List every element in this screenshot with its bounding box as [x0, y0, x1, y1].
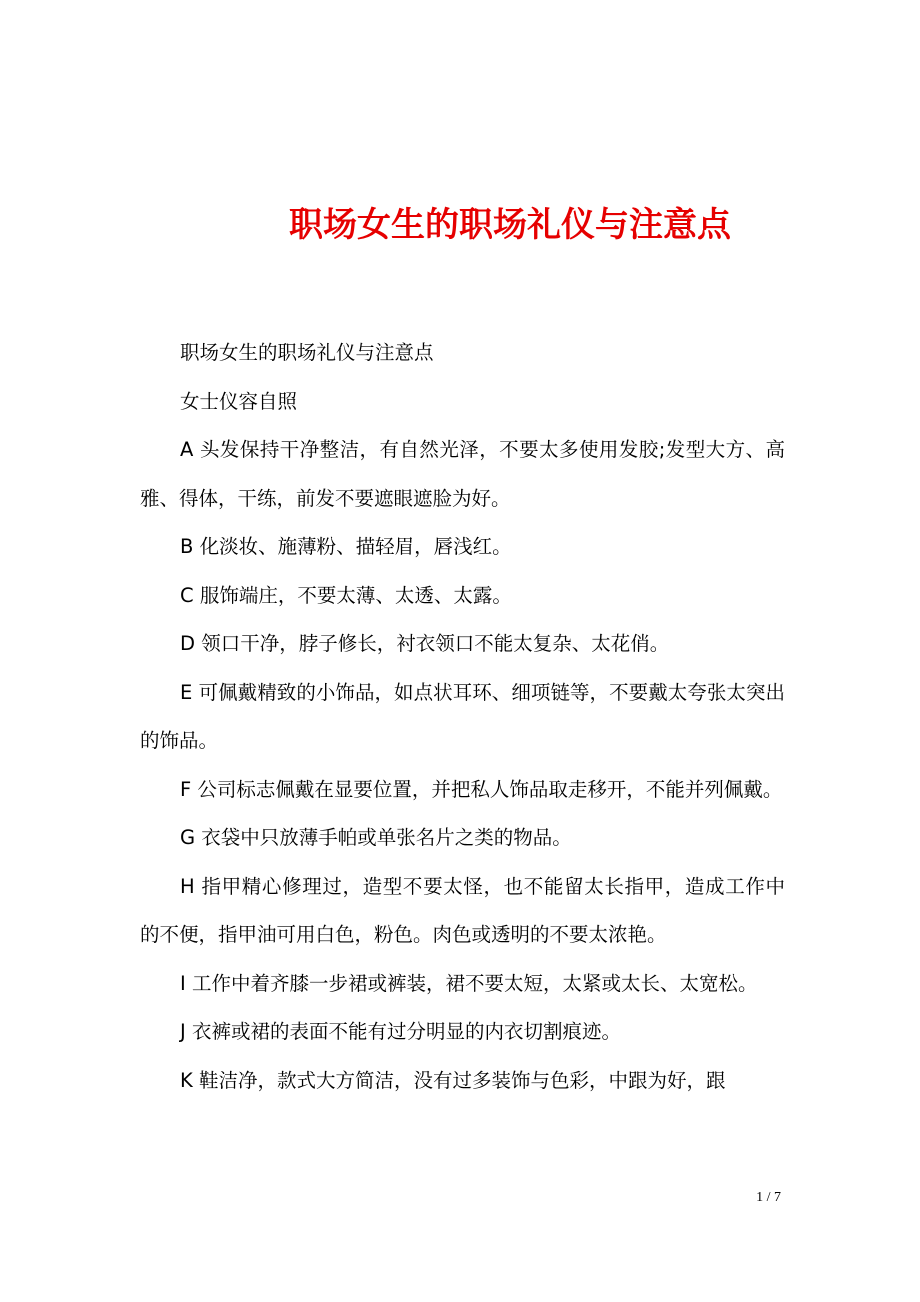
paragraph-heading: 职场女生的职场礼仪与注意点: [180, 341, 434, 364]
paragraph-item-f: F 公司标志佩戴在显要位置，并把私人饰品取走移开，不能并列佩戴。: [180, 777, 783, 801]
document-body: [140, 329, 785, 1105]
paragraph-item-d: D 领口干净，脖子修长，衬衣领口不能太复杂、太花俏。: [180, 632, 670, 655]
paragraph-item-e: E 可佩戴精致的小饰品，如点状耳环、细项链等，不要戴太夸张太突出的饰品。: [140, 680, 785, 752]
page-number: 1 / 7: [756, 1190, 781, 1205]
paragraph-item-b: B 化淡妆、施薄粉、描轻眉，唇浅红。: [180, 535, 512, 558]
paragraph-item-k: K 鞋洁净，款式大方简洁，没有过多装饰与色彩，中跟为好，跟: [180, 1068, 726, 1092]
paragraph-section-title: 女士仪容自照: [180, 389, 298, 413]
paragraph-item-i: I 工作中着齐膝一步裙或裤装，裙不要太短，太紧或太长、太宽松。: [180, 971, 758, 995]
paragraph-item-c: C 服饰端庄，不要太薄、太透、太露。: [180, 583, 512, 607]
document-title: 职场女生的职场礼仪与注意点: [289, 205, 731, 245]
paragraph-item-g: G 衣袋中只放薄手帕或单张名片之类的物品。: [180, 826, 572, 849]
paragraph-item-h: H 指甲精心修理过，造型不要太怪，也不能留太长指甲，造成工作中的不便，指甲油可用白色，粉色。肉色或透明的不要太浓艳。: [140, 874, 785, 946]
paragraph-item-a: A 头发保持干净整洁，有自然光泽，不要太多使用发胶;发型大方、高雅、得体，干练，前发不要遮眼遮脸为好。: [140, 438, 785, 510]
paragraph-item-j: J 衣裤或裙的表面不能有过分明显的内衣切割痕迹。: [180, 1020, 621, 1043]
